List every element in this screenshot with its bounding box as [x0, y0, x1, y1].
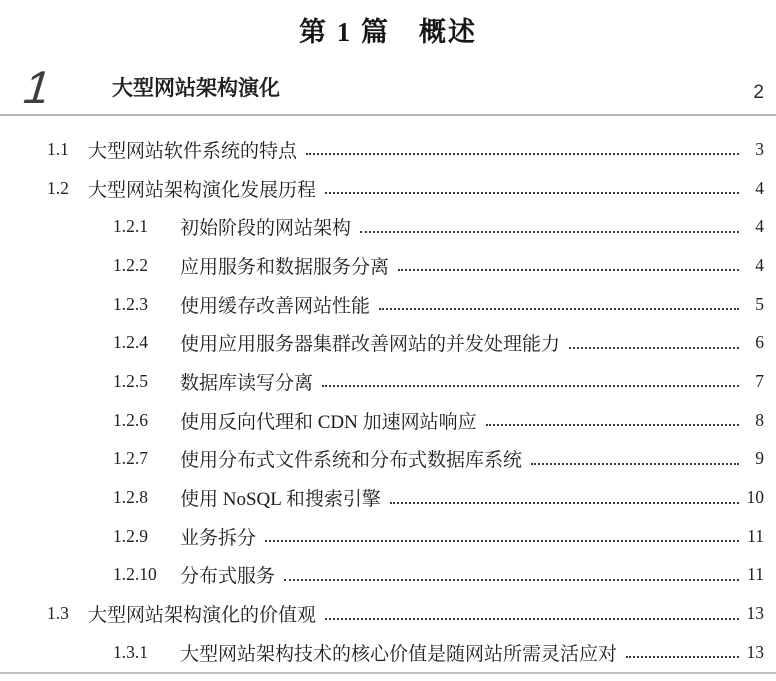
toc-row — [0, 246, 776, 285]
chapter-page-number: 2 — [753, 82, 764, 103]
toc-entry-number: 1.2.7 — [113, 448, 148, 469]
toc-entry-title: 使用 NoSQL 和搜索引擎 — [180, 489, 381, 511]
toc-row — [0, 594, 776, 633]
toc-entry-page: 3 — [755, 138, 764, 159]
chapter-title: 大型网站架构演化 — [112, 77, 280, 100]
toc-row — [0, 478, 776, 517]
toc-entry-number: 1.3.1 — [113, 641, 148, 662]
dot-leader — [379, 308, 739, 310]
toc-row — [0, 633, 776, 672]
dot-leader — [486, 424, 739, 426]
part-title: 第 1 篇 概述 — [299, 17, 477, 47]
toc-row — [0, 401, 776, 440]
toc-entry-page: 5 — [755, 293, 764, 314]
dot-leader — [325, 192, 739, 194]
dot-leader — [390, 502, 739, 504]
toc-row — [0, 517, 776, 556]
toc-entry-page: 4 — [755, 216, 764, 237]
toc-entry-title: 使用反向代理和 CDN 加速网站响应 — [180, 411, 477, 433]
toc-row — [0, 362, 776, 401]
toc-entry-title: 大型网站架构演化的价值观 — [88, 605, 317, 627]
dot-leader — [360, 231, 739, 233]
toc-entry-page: 4 — [755, 177, 764, 198]
toc-entry-number: 1.2.6 — [113, 409, 148, 430]
toc-row — [0, 323, 776, 362]
toc-row — [0, 440, 776, 479]
toc-entry-page: 13 — [746, 641, 764, 662]
toc-entry-number: 1.2.1 — [113, 216, 148, 237]
toc-entry-title: 分布式服务 — [180, 566, 276, 588]
chapter-number: 1 — [21, 61, 53, 113]
toc-entry-number: 1.1 — [47, 138, 69, 159]
dot-leader — [322, 385, 739, 387]
dot-leader — [398, 269, 739, 271]
toc-entry-page: 6 — [755, 332, 764, 353]
dot-leader — [325, 618, 739, 620]
toc-row — [0, 130, 776, 169]
toc-entry-title: 初始阶段的网站架构 — [180, 218, 352, 240]
toc-entry-title: 大型网站架构技术的核心价值是随网站所需灵活应对 — [180, 643, 618, 665]
toc-entry-title: 业务拆分 — [180, 527, 257, 549]
toc-row — [0, 207, 776, 246]
toc-row — [0, 285, 776, 324]
toc-entry-number: 1.2.3 — [113, 293, 148, 314]
toc-entry-page: 13 — [746, 603, 764, 624]
dot-leader — [531, 463, 739, 465]
toc-entry-number: 1.2.2 — [113, 254, 148, 275]
toc-row — [0, 556, 776, 595]
toc — [0, 116, 776, 672]
toc-entry-number: 1.2.4 — [113, 332, 148, 353]
toc-entry-page: 11 — [747, 564, 764, 585]
toc-entry-page: 10 — [746, 487, 764, 508]
bottom-rule — [0, 672, 776, 674]
toc-entry-number: 1.3 — [47, 603, 69, 624]
chapter-heading — [0, 60, 776, 116]
dot-leader — [284, 579, 739, 581]
toc-entry-title: 大型网站架构演化发展历程 — [88, 179, 317, 201]
dot-leader — [306, 153, 739, 155]
toc-entry-title: 使用缓存改善网站性能 — [180, 295, 371, 317]
toc-entry-title: 使用应用服务器集群改善网站的并发处理能力 — [180, 334, 561, 356]
toc-entry-number: 1.2.5 — [113, 370, 148, 391]
toc-entry-page: 9 — [755, 448, 764, 469]
toc-entry-page: 7 — [755, 370, 764, 391]
dot-leader — [265, 540, 739, 542]
toc-entry-number: 1.2.8 — [113, 487, 148, 508]
dot-leader — [626, 656, 739, 658]
toc-entry-title: 应用服务和数据服务分离 — [180, 256, 390, 278]
toc-entry-page: 4 — [755, 254, 764, 275]
toc-row — [0, 169, 776, 208]
toc-entry-number: 1.2.9 — [113, 525, 148, 546]
toc-entry-page: 11 — [747, 525, 764, 546]
toc-entry-number: 1.2.10 — [113, 564, 157, 585]
toc-entry-title: 大型网站软件系统的特点 — [88, 140, 298, 162]
toc-entry-title: 数据库读写分离 — [180, 372, 314, 394]
toc-entry-title: 使用分布式文件系统和分布式数据库系统 — [180, 450, 523, 472]
dot-leader — [569, 347, 739, 349]
toc-entry-number: 1.2 — [47, 177, 69, 198]
toc-entry-page: 8 — [755, 409, 764, 430]
